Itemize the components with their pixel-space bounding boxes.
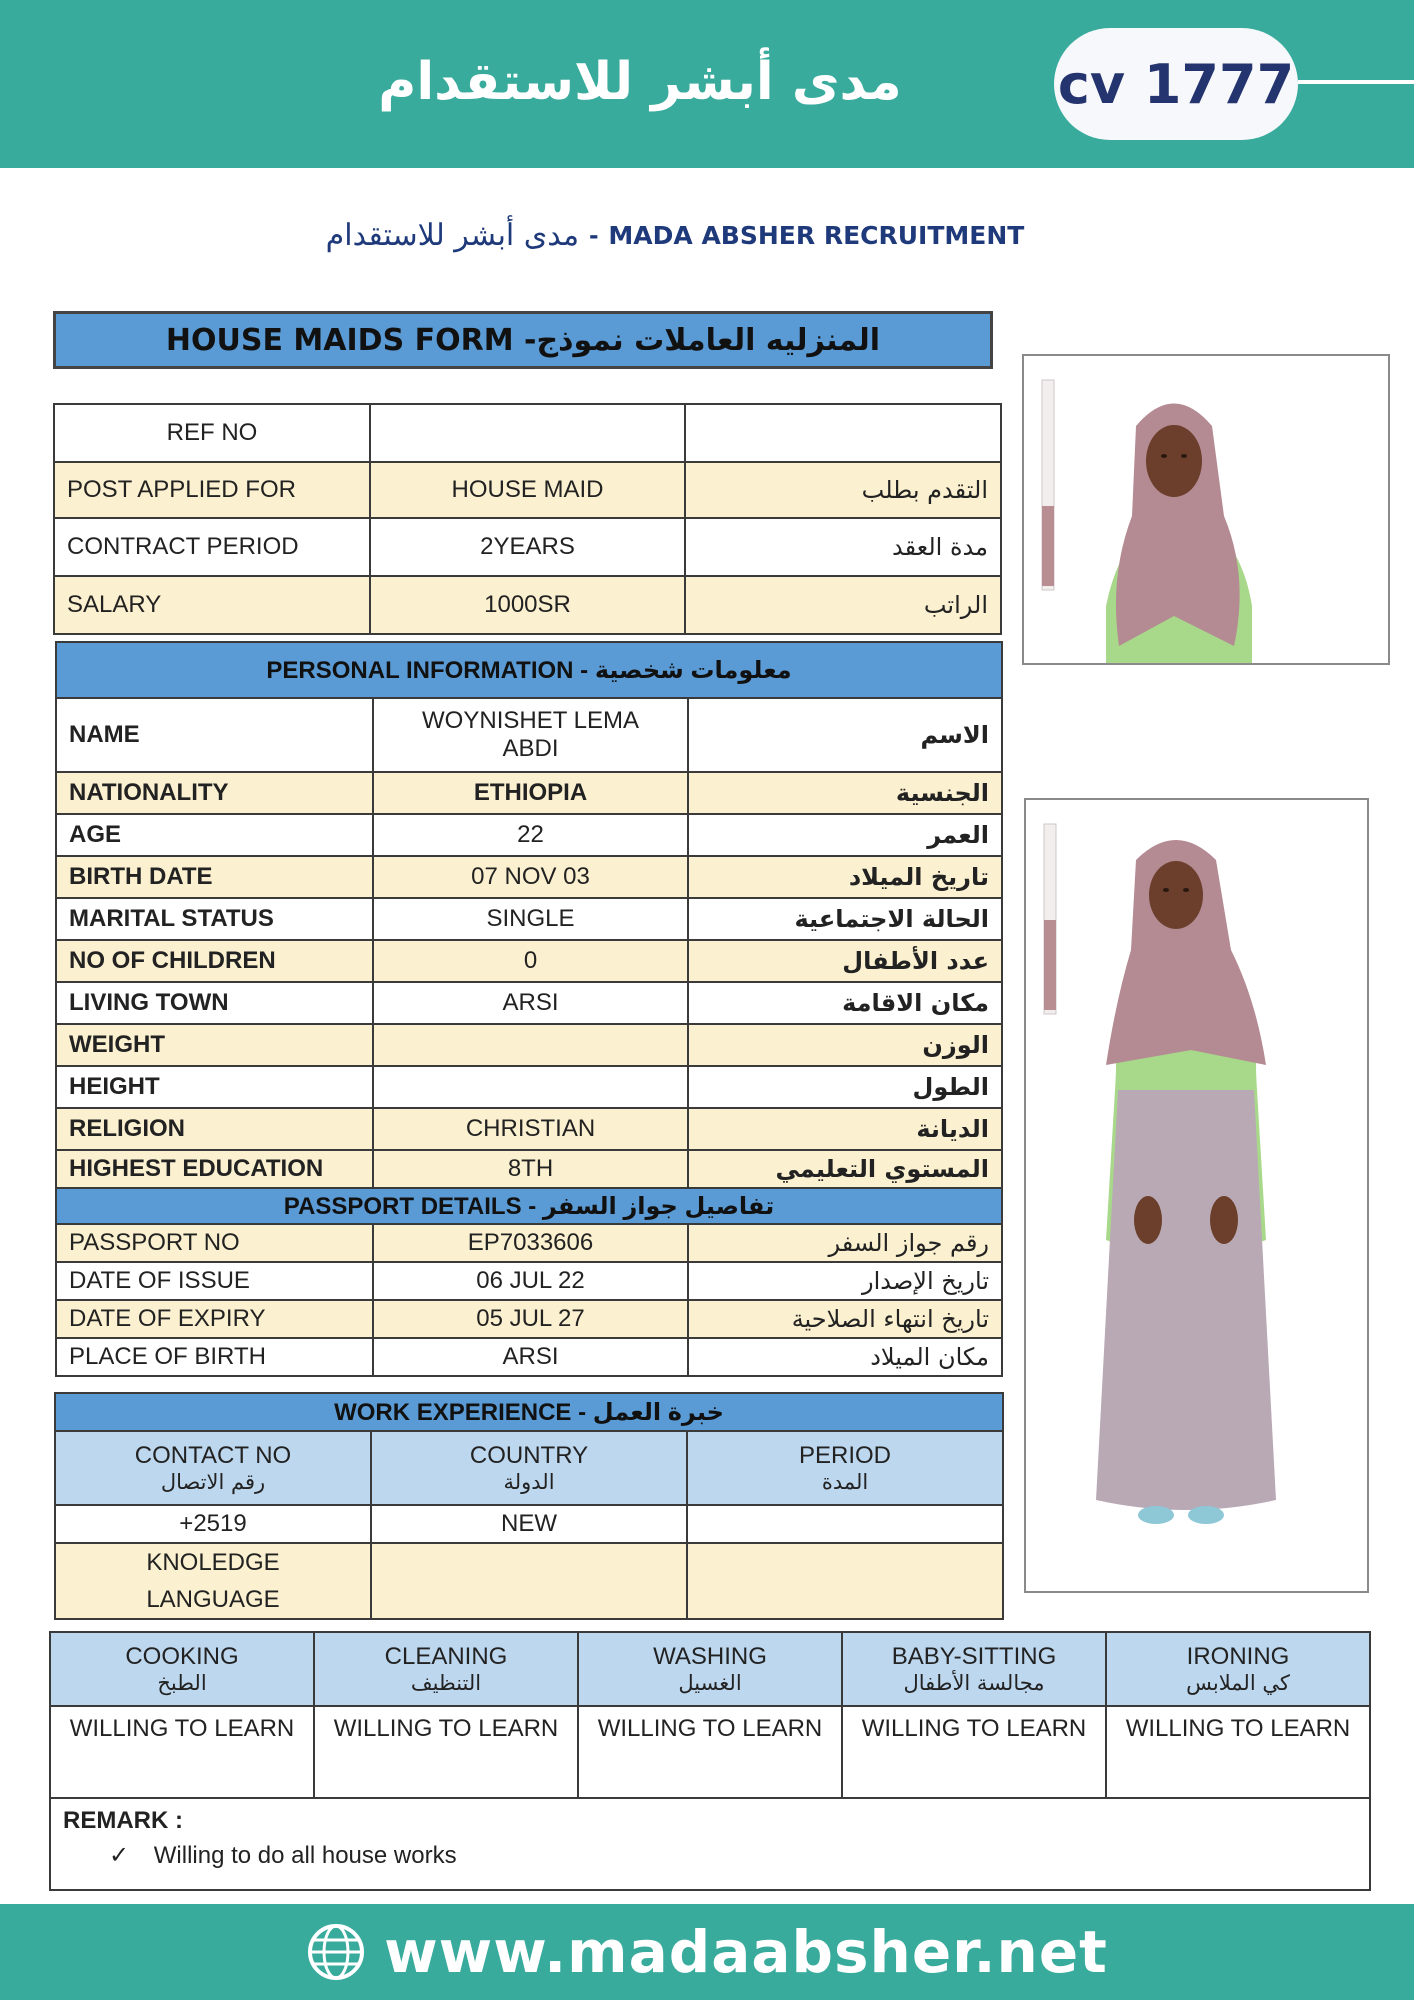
age-value: 22 [373, 814, 688, 856]
height-value [373, 1066, 688, 1108]
table-row [56, 1224, 1002, 1262]
ref-no-label: REF NO [54, 404, 370, 462]
weight-value [373, 1024, 688, 1066]
country-header [371, 1431, 687, 1505]
ref-no-ar [685, 404, 1001, 462]
cv-number-badge: cv 1777 [1054, 28, 1298, 140]
skill-babysitting-en: BABY-SITTING [891, 1643, 1057, 1670]
skill-ironing-header [1106, 1632, 1370, 1706]
birth-date-ar: تاريخ الميلاد [688, 856, 1002, 898]
table-row [50, 1798, 1370, 1890]
contract-period-ar: مدة العقد [685, 518, 1001, 576]
height-ar: الطول [688, 1066, 1002, 1108]
education-ar: المستوي التعليمي [688, 1150, 1002, 1188]
knowledge-language-label: KNOLEDGE LANGUAGE [55, 1543, 371, 1619]
religion-value: CHRISTIAN [373, 1108, 688, 1150]
header-divider [1298, 80, 1414, 84]
contract-period-label: CONTRACT PERIOD [54, 518, 370, 576]
table-row [56, 1300, 1002, 1338]
contact-no-header [55, 1431, 371, 1505]
country-ar: الدولة [503, 1470, 555, 1494]
skill-ironing-value: WILLING TO LEARN [1106, 1706, 1370, 1798]
remark-text: Willing to do all house works [153, 1842, 457, 1869]
living-town-label: LIVING TOWN [56, 982, 373, 1024]
salary-label: SALARY [54, 576, 370, 634]
issue-date-label: DATE OF ISSUE [56, 1262, 373, 1300]
living-town-ar: مكان الاقامة [688, 982, 1002, 1024]
company-name-en: MADA ABSHER RECRUITMENT [608, 220, 1025, 250]
contract-period-value: 2YEARS [370, 518, 685, 576]
passport-header: PASSPORT DETAILS - تفاصيل جواز السفر [56, 1188, 1002, 1224]
issue-date-value: 06 JUL 22 [373, 1262, 688, 1300]
post-applied-value: HOUSE MAID [370, 462, 685, 518]
table-row [55, 1543, 1003, 1619]
table-row [56, 1338, 1002, 1376]
full-body-illustration [1026, 800, 1367, 1591]
expiry-date-value: 05 JUL 27 [373, 1300, 688, 1338]
table-row [56, 898, 1002, 940]
contact-no-ar: رقم الاتصال [160, 1470, 266, 1494]
place-of-birth-value: ARSI [373, 1338, 688, 1376]
work-experience-header: WORK EXPERIENCE - خبرة العمل [55, 1393, 1003, 1431]
contact-no-en: CONTACT NO [134, 1442, 292, 1469]
skill-ironing-en: IRONING [1186, 1643, 1290, 1670]
country-value: NEW [371, 1505, 687, 1543]
skill-cleaning-value: WILLING TO LEARN [314, 1706, 578, 1798]
religion-label: RELIGION [56, 1108, 373, 1150]
table-row [56, 856, 1002, 898]
salary-value: 1000SR [370, 576, 685, 634]
religion-ar: الديانة [688, 1108, 1002, 1150]
name-value: WOYNISHET LEMA ABDI [373, 698, 688, 772]
place-of-birth-label: PLACE OF BIRTH [56, 1338, 373, 1376]
table-row [56, 982, 1002, 1024]
portrait-photo [1022, 354, 1390, 665]
passport-no-ar: رقم جواز السفر [688, 1224, 1002, 1262]
header-bar [0, 0, 1414, 168]
post-applied-ar: التقدم بطلب [685, 462, 1001, 518]
personal-info-header: PERSONAL INFORMATION - معلومات شخصية [56, 642, 1002, 698]
nationality-ar: الجنسية [688, 772, 1002, 814]
table-row [56, 1108, 1002, 1150]
skill-babysitting-ar: مجالسة الأطفال [903, 1671, 1045, 1695]
weight-label: WEIGHT [56, 1024, 373, 1066]
footer-bar [0, 1904, 1414, 2000]
skill-cooking-header [50, 1632, 314, 1706]
salary-ar: الراتب [685, 576, 1001, 634]
skill-cleaning-header [314, 1632, 578, 1706]
education-label: HIGHEST EDUCATION [56, 1150, 373, 1188]
globe-icon [306, 1922, 366, 1982]
education-value: 8TH [373, 1150, 688, 1188]
skill-washing-header [578, 1632, 842, 1706]
nationality-value: ETHIOPIA [373, 772, 688, 814]
table-row [56, 698, 1002, 772]
birth-date-value: 07 NOV 03 [373, 856, 688, 898]
name-label: NAME [56, 698, 373, 772]
marital-status-value: SINGLE [373, 898, 688, 940]
period-en: PERIOD [799, 1442, 892, 1469]
expiry-date-ar: تاريخ انتهاء الصلاحية [688, 1300, 1002, 1338]
period-header [687, 1431, 1003, 1505]
age-label: AGE [56, 814, 373, 856]
table-row [54, 462, 1001, 518]
full-body-photo [1024, 798, 1369, 1593]
table-row [56, 1262, 1002, 1300]
age-ar: العمر [688, 814, 1002, 856]
height-label: HEIGHT [56, 1066, 373, 1108]
table-row [56, 1066, 1002, 1108]
birth-date-label: BIRTH DATE [56, 856, 373, 898]
skill-babysitting-header [842, 1632, 1106, 1706]
skill-cooking-ar: الطبخ [157, 1671, 207, 1695]
weight-ar: الوزن [688, 1024, 1002, 1066]
company-name-ar: مدى أبشر للاستقدام [325, 217, 580, 253]
check-icon: ✓ [109, 1842, 130, 1869]
knowledge-language-extra [687, 1543, 1003, 1619]
table-row [56, 940, 1002, 982]
table-row [54, 518, 1001, 576]
children-label: NO OF CHILDREN [56, 940, 373, 982]
place-of-birth-ar: مكان الميلاد [688, 1338, 1002, 1376]
nationality-label: NATIONALITY [56, 772, 373, 814]
children-ar: عدد الأطفال [688, 940, 1002, 982]
form-title: HOUSE MAIDS FORM -المنزليه العاملات نموذج [53, 311, 993, 369]
brand-title: مدى أبشر للاستقدام [378, 52, 902, 112]
application-table [53, 403, 1002, 635]
expiry-date-label: DATE OF EXPIRY [56, 1300, 373, 1338]
table-row [56, 1024, 1002, 1066]
skills-table [49, 1631, 1371, 1891]
company-separator: - [589, 219, 599, 250]
living-town-value: ARSI [373, 982, 688, 1024]
remark-item [63, 1841, 1357, 1870]
skill-cooking-en: COOKING [125, 1643, 239, 1670]
post-applied-label: POST APPLIED FOR [54, 462, 370, 518]
passport-no-value: EP7033606 [373, 1224, 688, 1262]
skill-washing-value: WILLING TO LEARN [578, 1706, 842, 1798]
website-link[interactable]: www.madaabsher.net [384, 1918, 1108, 1986]
contact-no-value: +2519 [55, 1505, 371, 1543]
table-row [54, 576, 1001, 634]
period-value [687, 1505, 1003, 1543]
table-row [50, 1632, 1370, 1706]
children-value: 0 [373, 940, 688, 982]
skill-ironing-ar: كي الملابس [1186, 1671, 1290, 1695]
skill-cleaning-en: CLEANING [384, 1643, 508, 1670]
remark-label: REMARK : [63, 1807, 183, 1834]
table-row [56, 642, 1002, 698]
personal-info-table [55, 641, 1003, 1377]
name-ar: الاسم [688, 698, 1002, 772]
portrait-illustration [1024, 356, 1388, 663]
table-row [54, 404, 1001, 462]
ref-no-value [370, 404, 685, 462]
skill-cleaning-ar: التنظيف [410, 1671, 482, 1695]
table-row [55, 1431, 1003, 1505]
table-row [50, 1706, 1370, 1798]
issue-date-ar: تاريخ الإصدار [688, 1262, 1002, 1300]
remark-cell [50, 1798, 1370, 1890]
passport-no-label: PASSPORT NO [56, 1224, 373, 1262]
table-row [55, 1393, 1003, 1431]
marital-status-label: MARITAL STATUS [56, 898, 373, 940]
skill-babysitting-value: WILLING TO LEARN [842, 1706, 1106, 1798]
table-row [56, 1150, 1002, 1188]
company-line [250, 215, 1100, 255]
skill-cooking-value: WILLING TO LEARN [50, 1706, 314, 1798]
table-row [56, 1188, 1002, 1224]
work-experience-table [54, 1392, 1004, 1620]
table-row [56, 814, 1002, 856]
knowledge-language-value [371, 1543, 687, 1619]
table-row [55, 1505, 1003, 1543]
skill-washing-ar: الغسيل [678, 1671, 742, 1695]
marital-status-ar: الحالة الاجتماعية [688, 898, 1002, 940]
table-row [56, 772, 1002, 814]
country-en: COUNTRY [469, 1442, 589, 1469]
skill-washing-en: WASHING [653, 1643, 767, 1670]
period-ar: المدة [821, 1470, 869, 1494]
